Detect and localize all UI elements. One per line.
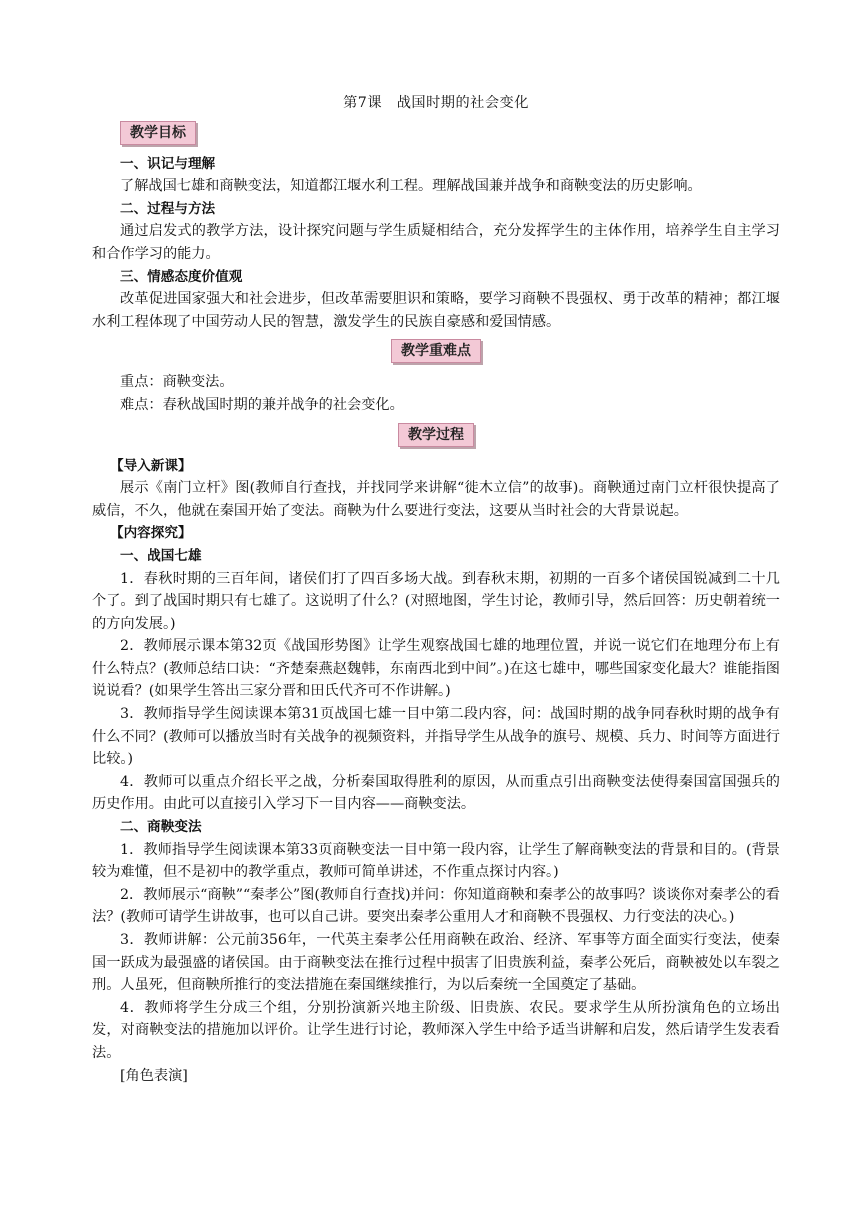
objective-text-3: 改革促进国家强大和社会进步，但改革需要胆识和策略，要学习商鞅不畏强权、勇于改革的精神；都江堰水利工程体现了中国劳动人民的智慧，激发学生的民族自豪感和爱国情感。 [92,291,780,330]
intro-tag: 【导入新课】 [110,457,192,474]
objectives-badge-row [92,121,780,149]
part2-heading: 二、商鞅变法 [120,819,202,836]
intro-text: 展示《南门立杆》图(教师自行查找，并找同学来讲解“徙木立信”的故事)。商鞅通过南门立杆很快提高了威信，不久，他就在秦国开始了变法。商鞅为什么要进行变法，这要从当时社会的大背景说起。 [92,480,780,519]
role-play-label: [角色表演] [120,1067,188,1084]
process-badge-row [92,423,780,451]
objective-heading-1: 一、识记与理解 [120,155,216,172]
part1-heading: 一、战国七雄 [120,547,202,564]
difficulty-point: 难点：春秋战国时期的兼并战争的社会变化。 [120,396,404,413]
key-point: 重点：商鞅变法。 [120,374,234,391]
keypoints-badge: 教学重难点 [391,339,481,363]
part1-paragraph: 2．教师展示课本第32页《战国形势图》让学生观察战国七雄的地理位置，并说一说它们在地理分布上有什么特点？(教师总结口诀：“齐楚秦燕赵魏韩，东南西北到中间”。)在这七雄中，哪些国家变化最大？谁能指图说说看？(如果学生答出三家分晋和田氏代齐可不作讲解。) [92,638,780,700]
objective-heading-3: 三、情感态度价值观 [120,268,243,285]
part2-paragraph: 4．教师将学生分成三个组，分别扮演新兴地主阶级、旧贵族、农民。要求学生从所扮演角色的立场出发，对商鞅变法的措施加以评价。让学生进行讨论，教师深入学生中给予适当讲解和启发，然后请学生发表看法。 [92,999,780,1061]
part1-paragraph: 4．教师可以重点介绍长平之战，分析秦国取得胜利的原因，从而重点引出商鞅变法使得秦国富国强兵的历史作用。由此可以直接引入学习下一目内容——商鞅变法。 [92,773,780,813]
part2-paragraph: 1．教师指导学生阅读课本第33页商鞅变法一目中第一段内容，让学生了解商鞅变法的背景和目的。(背景较为难懂，但不是初中的教学重点，教师可简单讲述，不作重点探讨内容。) [92,841,780,881]
objectives-badge: 教学目标 [120,121,196,145]
part2-paragraph: 2．教师展示“商鞅”“秦孝公”图(教师自行查找)并问：你知道商鞅和秦孝公的故事吗？谈谈你对秦孝公的看法？(教师可请学生讲故事，也可以自己讲。要突出秦孝公重用人才和商鞅不畏强权、力行变法的决心。) [92,886,780,926]
keypoints-badge-row [92,339,780,367]
objective-text-1: 了解战国七雄和商鞅变法，知道都江堰水利工程。理解战国兼并战争和商鞅变法的历史影响。 [120,178,702,195]
part1-paragraph: 3．教师指导学生阅读课本第31页战国七雄一目中第二段内容，问：战国时期的战争同春秋时期的战争有什么不同？(教师可以播放当时有关战争的视频资料，并指导学生从战争的旗号、规模、兵力、时间等方面进行比较。) [92,706,780,768]
explore-tag: 【内容探究】 [110,525,192,542]
lesson-title: 第7课 战国时期的社会变化 [343,95,529,111]
process-badge: 教学过程 [398,423,474,447]
objective-heading-2: 二、过程与方法 [120,200,216,217]
objective-text-2: 通过启发式的教学方法，设计探究问题与学生质疑相结合，充分发挥学生的主体作用，培养学生自主学习和合作学习的能力。 [92,223,780,262]
part2-paragraph: 3．教师讲解：公元前356年，一代英主秦孝公任用商鞅在政治、经济、军事等方面全面实行变法，使秦国一跃成为最强盛的诸侯国。由于商鞅变法在推行过程中损害了旧贵族利益，秦孝公死后，商鞅被处以车裂之刑。人虽死，但商鞅所推行的变法措施在秦国继续推行，为以后秦统一全国奠定了基础。 [92,932,780,994]
part1-paragraph: 1．春秋时期的三百年间，诸侯们打了四百多场大战。到春秋末期，初期的一百多个诸侯国锐减到二十几个了。到了战国时期只有七雄了。这说明了什么？(对照地图，学生讨论，教师引导，然后回答：历史朝着统一的方向发展。) [92,570,780,632]
